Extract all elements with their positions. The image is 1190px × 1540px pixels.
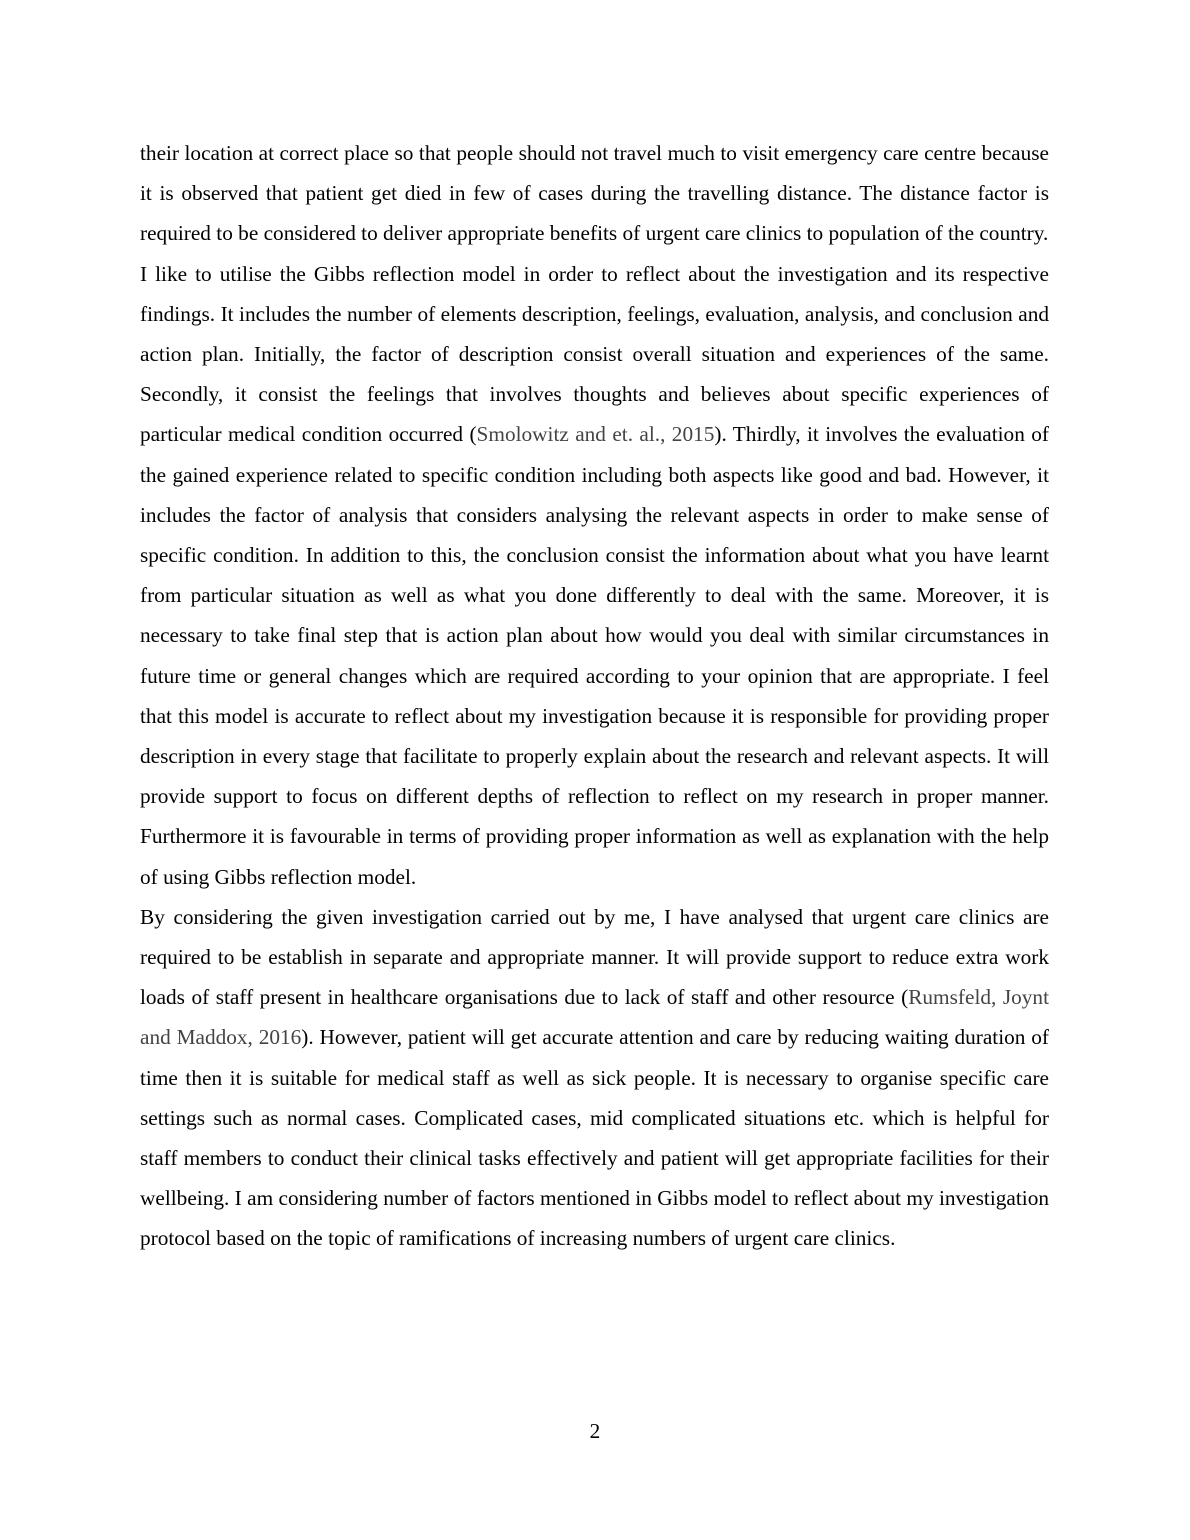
paragraph-2-text-after: ). Thirdly, it involves the evaluation of the gained experience related to specific condition including both aspects like good and bad. However, it includes the factor of analysis that considers analysing the relevant aspects in order to make sense of specific condition. In addition to this, the conclusion consist the information about what you have learnt from particular situation as well as what you done differently to deal with the same. Moreover, it is necessary to take final step that is action plan about how would you deal with similar circumstances in future time or general changes which are required according to your opinion that are appropriate. I feel that this model is accurate to reflect about my investigation because it is responsible for providing proper description in every stage that facilitate to properly explain about the research and relevant aspects. It will provide support to focus on different depths of reflection to reflect on my research in proper manner. Furthermore it is favourable in terms of providing proper information as well as explanation with the help of using Gibbs reflection model. [140,422,1049,889]
paragraph-1-text: their location at correct place so that people should not travel much to visit emergency care centre because it is observed that patient get died in few of cases during the travelling distance. The distance factor is required to be considered to deliver appropriate benefits of urgent care clinics to population of the country. [140,141,1049,246]
page-number: 2 [589,1419,601,1443]
paragraph-1 [140,133,1049,254]
citation-smolowitz: Smolowitz and et. al., 2015 [476,422,715,447]
paragraph-3 [140,897,1049,1259]
citation-rumsfeld: Rumsfeld, Joynt and Maddox, 2016 [140,985,1049,1050]
paragraph-2 [140,254,1049,897]
paragraph-3-text-before: By considering the given investigation carried out by me, I have analysed that urgent care clinics are required to be establish in separate and appropriate manner. It will provide support to reduce extra work loads of staff present in healthcare organisations due to lack of staff and other resource ( [140,904,1049,1010]
paragraph-2-text-before: I like to utilise the Gibbs reflection model in order to reflect about the investigation and its respective findings. It includes the number of elements description, feelings, evaluation, analysis, and conclusion and action plan. Initially, the factor of description consist overall situation and experiences of the same. Secondly, it consist the feelings that involves thoughts and believes about specific experiences of particular medical condition occurred ( [140,261,1049,447]
body-text [140,133,1049,1259]
paragraph-3-text-after: ). However, patient will get accurate attention and care by reducing waiting duration of time then it is suitable for medical staff as well as sick people. It is necessary to organise specific care settings such as normal cases. Complicated cases, mid complicated situations etc. which is helpful for staff members to conduct their clinical tasks effectively and patient will get appropriate facilities for their wellbeing. I am considering number of factors mentioned in Gibbs model to reflect about my investigation protocol based on the topic of ramifications of increasing numbers of urgent care clinics. [140,1025,1049,1251]
